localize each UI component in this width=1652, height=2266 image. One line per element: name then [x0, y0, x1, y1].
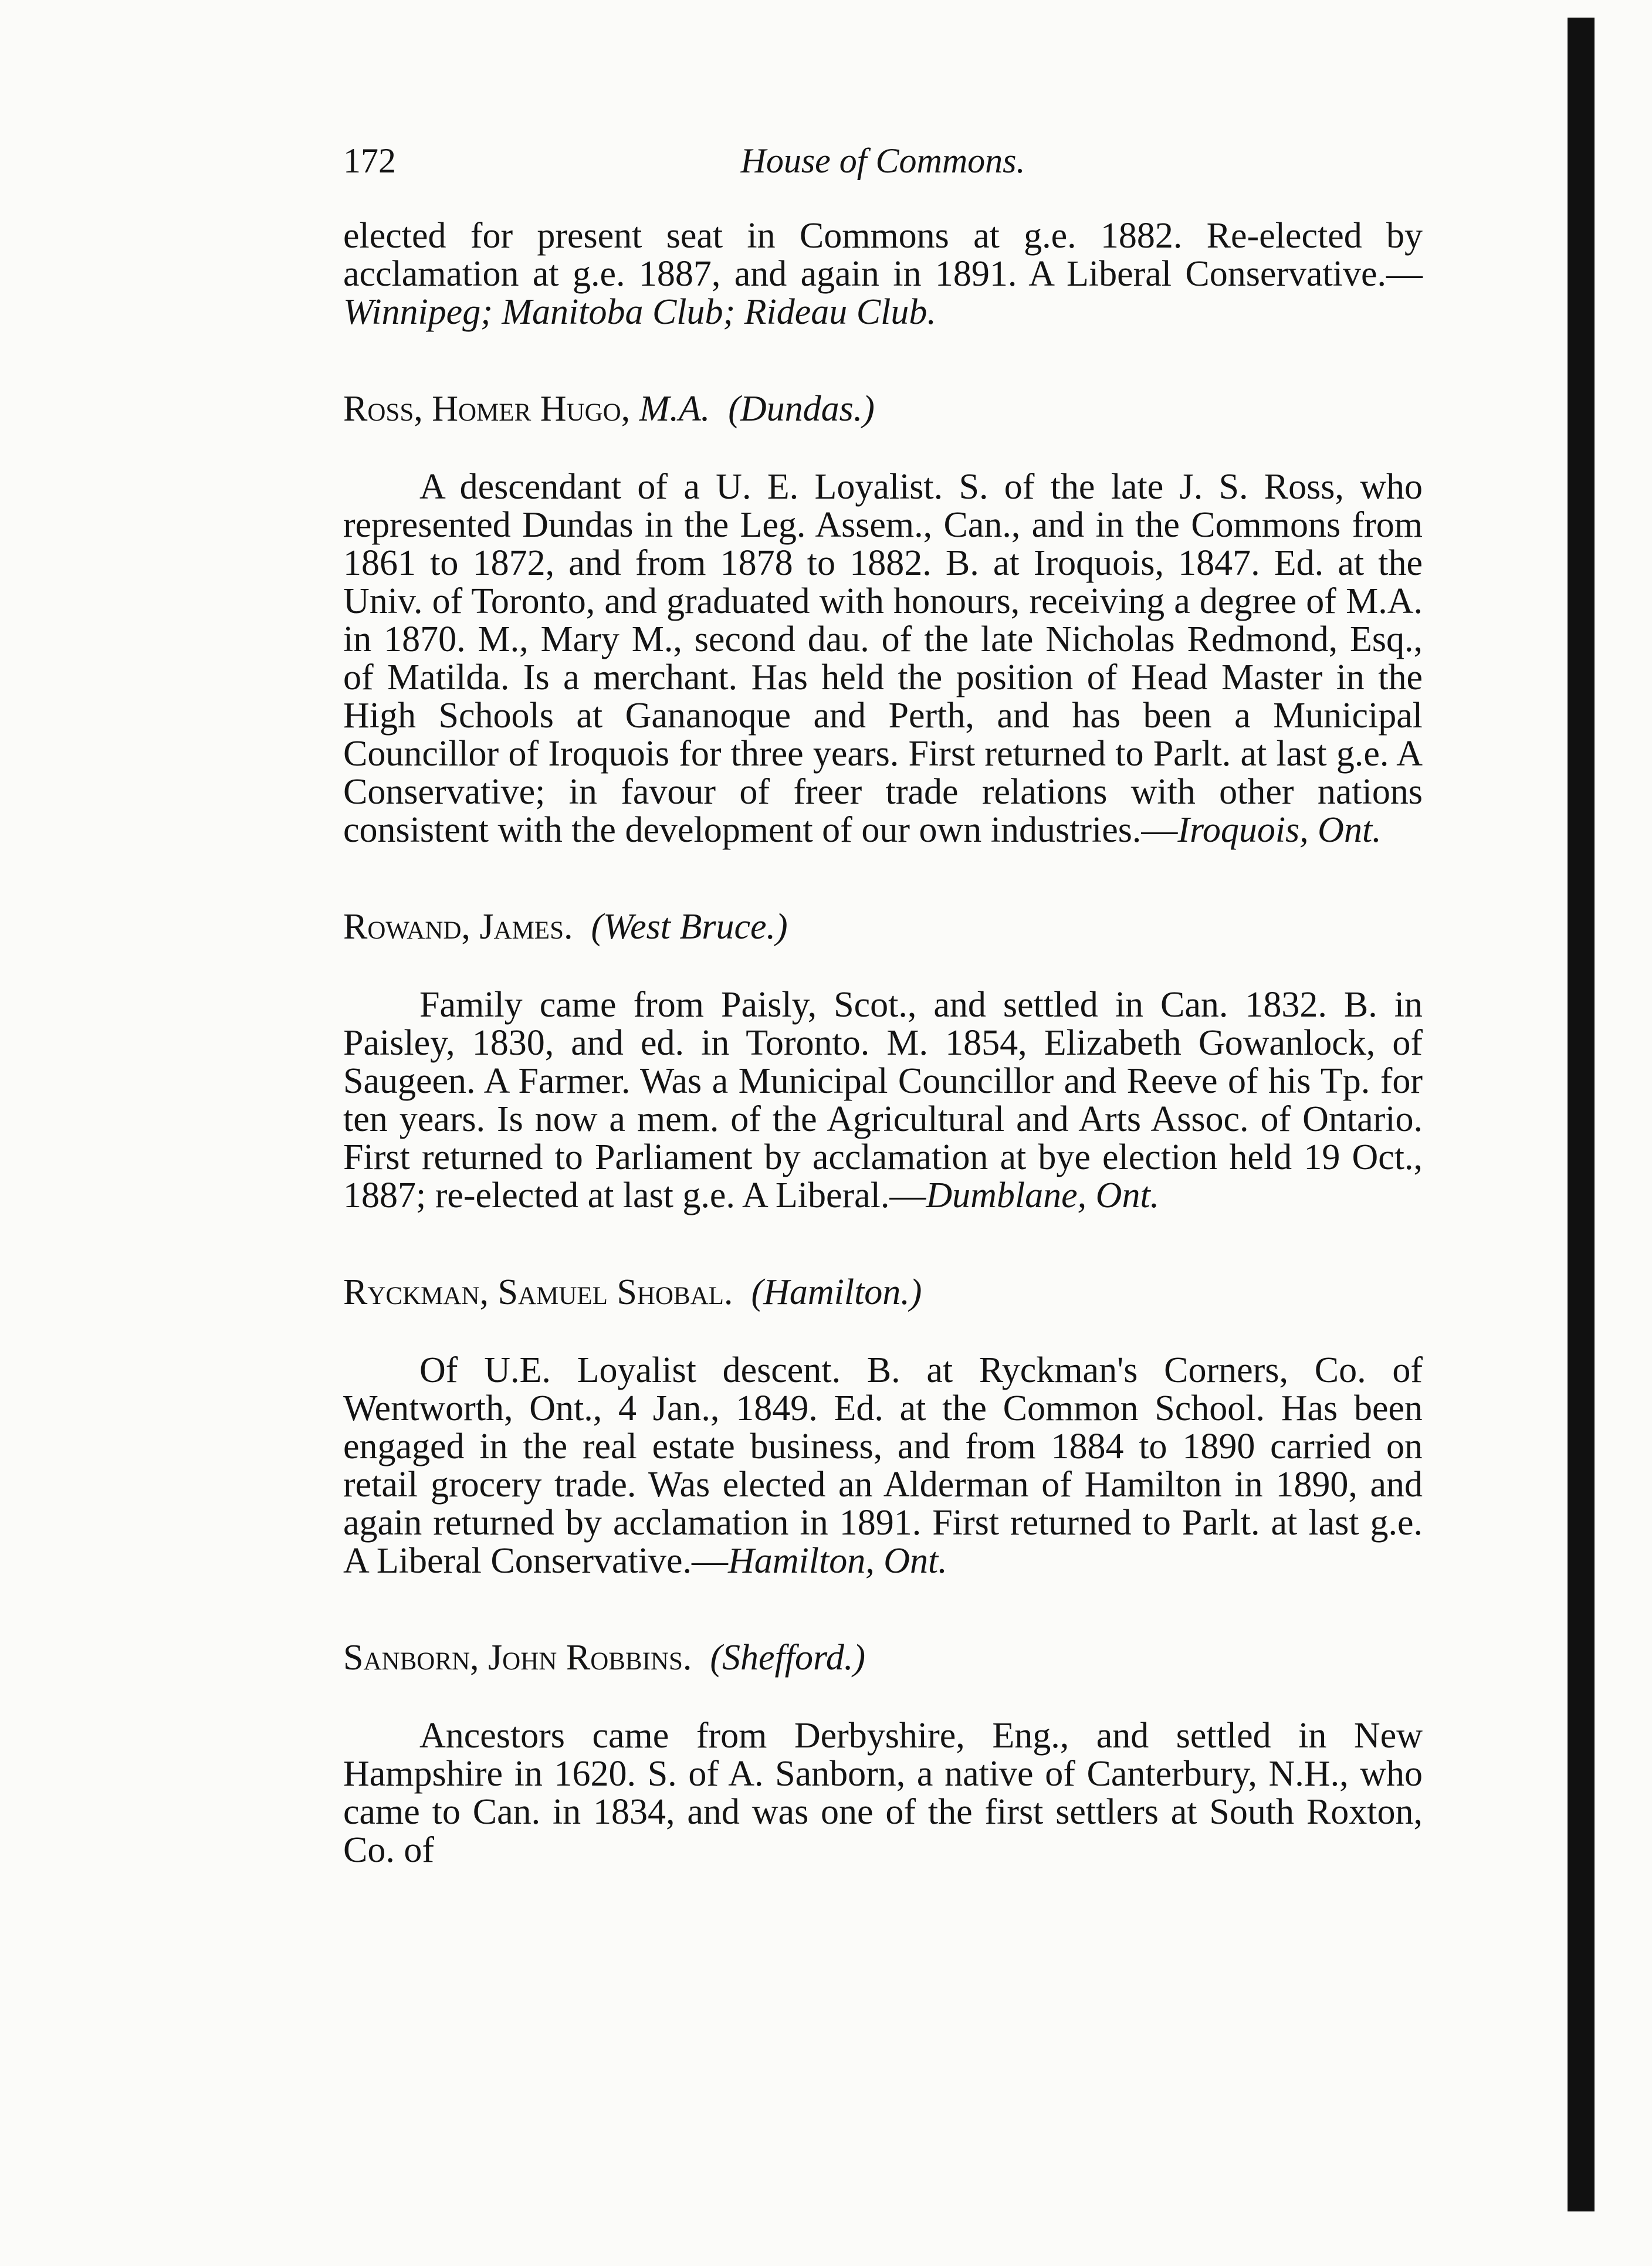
constituency: (Hamilton.): [751, 1272, 922, 1312]
entry-body-ross: [343, 468, 1423, 849]
scan-edge-bar: [1568, 18, 1595, 2211]
entry-text: Family came from Paisly, Scot., and settled in Can. 1832. B. in Paisley, 1830, and ed. in Toronto. M. 1854, Elizabeth Gowanlock, of Saugeen. A Farmer. Was a Municipal Councillor and Reeve of his Tp. for ten years. Is now a mem. of the Agricultural and Arts Assoc. of Ontario. First returned to Parliament by acclamation at bye election held 19 Oct., 1887; re-elected at last g.e. A Liberal.—: [343, 985, 1423, 1215]
running-title: House of Commons.: [740, 141, 1025, 180]
entry-text: Of U.E. Loyalist descent. B. at Ryckman's Corners, Co. of Wentworth, Ont., 4 Jan., 1849. Ed. at the Common School. Has been engaged in the real estate business, and from 1884 to 1890 carried on retail grocery trade. Was elected an Alderman of Hamilton in 1890, and again returned by acclamation in 1891. First returned to Parlt. at last g.e. A Liberal Conservative.—: [343, 1350, 1423, 1581]
entry-heading-sanborn: [343, 1639, 1423, 1677]
entry-body-sanborn: [343, 1717, 1423, 1869]
page-content: [343, 217, 1423, 1869]
entry-heading-ross: [343, 390, 1423, 428]
member-name: Rowand, James.: [343, 907, 573, 947]
entry-body-rowand: [343, 986, 1423, 1215]
member-name: Ross, Homer Hugo,: [343, 389, 631, 429]
entry-residence: Hamilton, Ont.: [728, 1541, 947, 1581]
page-header: [343, 141, 1423, 194]
entry-residence: Dumblane, Ont.: [926, 1176, 1160, 1215]
continued-text: elected for present seat in Commons at g.e. 1882. Re-elected by acclamation at g.e. 1887, and again in 1891. A Liberal Conservative.—: [343, 216, 1423, 294]
member-name: Ryckman, Samuel Shobal.: [343, 1272, 733, 1312]
entry-body-ryckman: [343, 1352, 1423, 1580]
continued-residence: Winnipeg; Manitoba Club; Rideau Club.: [343, 292, 936, 332]
constituency: (West Bruce.): [591, 907, 788, 947]
entry-text: Ancestors came from Derbyshire, Eng., and settled in New Hampshire in 1620. S. of A. Sanborn, a native of Canterbury, N.H., who came to Can. in 1834, and was one of the first settlers at South Roxton, Co. of: [343, 1716, 1423, 1870]
entry-text: A descendant of a U. E. Loyalist. S. of the late J. S. Ross, who represented Dundas in the Leg. Assem., Can., and in the Commons from 1861 to 1872, and from 1878 to 1882. B. at Iroquois, 1847. Ed. at the Univ. of Toronto, and graduated with honours, receiving a degree of M.A. in 1870. M., Mary M., second dau. of the late Nicholas Redmond, Esq., of Matilda. Is a merchant. Has held the position of Head Master in the High Schools at Gananoque and Perth, and has been a Municipal Councillor of Iroquois for three years. First returned to Parlt. at last g.e. A Conservative; in favour of freer trade relations with other nations consistent with the development of our own industries.—: [343, 467, 1423, 850]
entry-heading-rowand: [343, 908, 1423, 946]
constituency: (Dundas.): [728, 389, 875, 429]
entry-heading-ryckman: [343, 1273, 1423, 1312]
continued-entry: [343, 217, 1423, 331]
member-degree: M.A.: [639, 389, 710, 429]
page-number: 172: [343, 141, 396, 180]
member-name: Sanborn, John Robbins.: [343, 1638, 692, 1678]
constituency: (Shefford.): [710, 1638, 865, 1678]
entry-residence: Iroquois, Ont.: [1177, 810, 1382, 850]
